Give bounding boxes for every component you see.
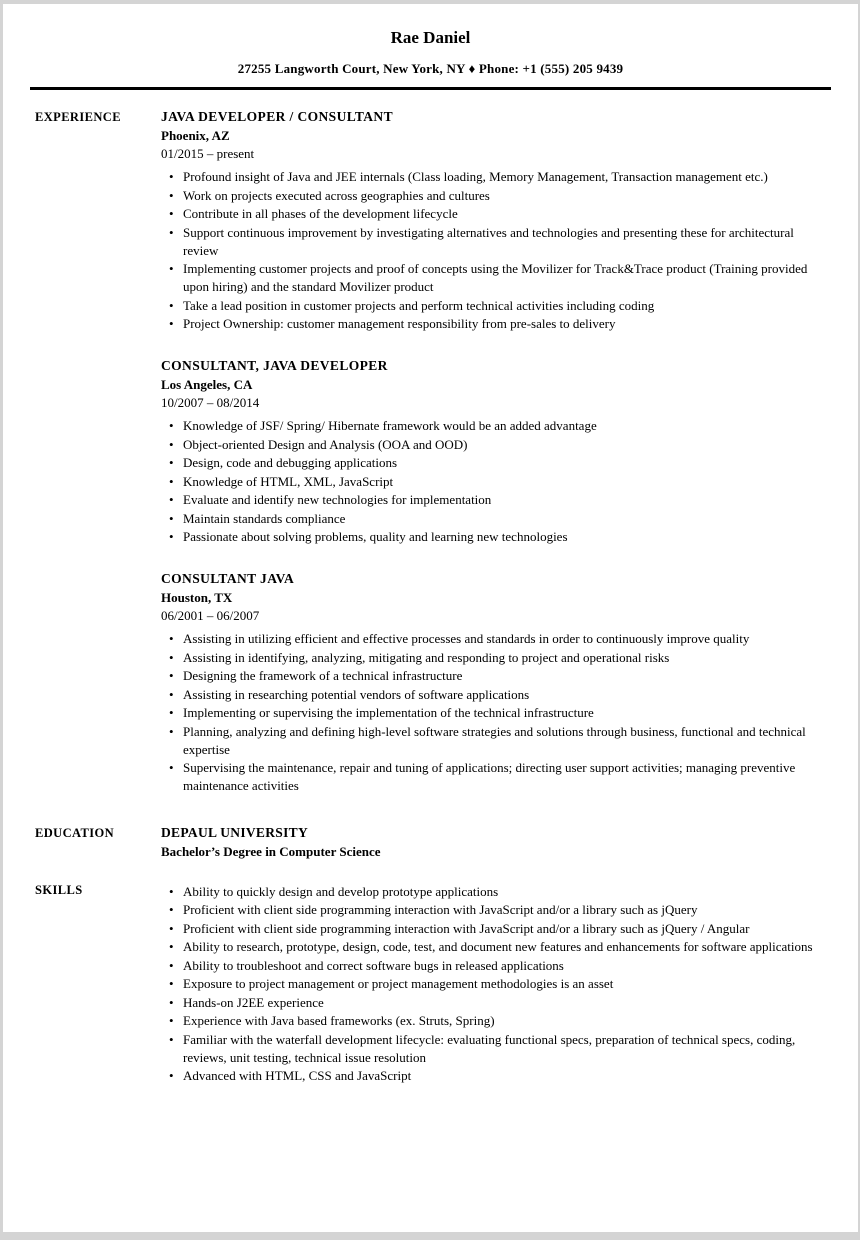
bullet-item: • Design, code and debugging applications [169, 454, 830, 472]
job-title: CONSULTANT, JAVA DEVELOPER [161, 358, 388, 373]
bullet-item: • Take a lead position in customer projects and perform technical activities including coding [169, 297, 830, 315]
bullet-item: • Ability to quickly design and develop prototype applications [169, 883, 830, 901]
bullet-item: • Experience with Java based frameworks (ex. Struts, Spring) [169, 1012, 830, 1030]
bullet-item: • Support continuous improvement by investigating alternatives and technologies and presenting these for architectural review [169, 224, 830, 260]
bullet-item: • Assisting in researching potential vendors of software applications [169, 686, 830, 704]
job-location: Phoenix, AZ [161, 128, 230, 143]
job-entry-3 [161, 570, 830, 795]
bullet-item: • Project Ownership: customer management responsibility from pre-sales to delivery [169, 315, 830, 333]
skills-section [35, 881, 830, 1086]
bullet-item: • Planning, analyzing and defining high-level software strategies and solutions through business, functional and technical expertise [169, 723, 830, 759]
education-section [35, 824, 830, 861]
bullet-item: • Assisting in utilizing efficient and effective processes and standards in order to continuously improve quality [169, 630, 830, 648]
bullet-item: • Object-oriented Design and Analysis (OOA and OOD) [169, 436, 830, 454]
bullet-item: • Contribute in all phases of the development lifecycle [169, 205, 830, 223]
job-location: Houston, TX [161, 590, 233, 605]
job-bullets [169, 630, 830, 795]
bullet-item: • Ability to troubleshoot and correct software bugs in released applications [169, 957, 830, 975]
bullet-item: • Passionate about solving problems, quality and learning new technologies [169, 528, 830, 546]
bullet-item: • Maintain standards compliance [169, 510, 830, 528]
education-school: DEPAUL UNIVERSITY [161, 824, 309, 840]
job-entry-1 [161, 108, 830, 333]
resume-body [3, 90, 858, 1086]
bullet-item: • Familiar with the waterfall development lifecycle: evaluating functional specs, preparation of technical specs, coding, reviews, unit testing, technical issue resolution [169, 1031, 830, 1067]
section-label-skills: SKILLS [35, 882, 83, 897]
resume-page [3, 4, 858, 1232]
contact-line: 27255 Langworth Court, New York, NY ♦ Phone: +1 (555) 205 9439 [237, 61, 624, 76]
experience-content [161, 108, 830, 796]
bullet-item: • Supervising the maintenance, repair and tuning of applications; directing user support activities; managing preventive maintenance activities [169, 759, 830, 795]
resume-header [3, 4, 858, 77]
education-content [161, 824, 830, 861]
bullet-item: • Proficient with client side programming interaction with JavaScript and/or a library such as jQuery [169, 901, 830, 919]
section-label-experience: EXPERIENCE [35, 110, 121, 124]
bullet-item: • Implementing customer projects and proof of concepts using the Movilizer for Track&Trace product (Training provided upon hiring) and the standard Movilizer product [169, 260, 830, 296]
bullet-item: • Implementing or supervising the implementation of the technical infrastructure [169, 704, 830, 722]
bullet-item: • Assisting in identifying, analyzing, mitigating and responding to project and operational risks [169, 649, 830, 667]
skills-content [161, 881, 830, 1086]
skills-bullets [169, 883, 830, 1086]
bullet-item: • Hands-on J2EE experience [169, 994, 830, 1012]
job-dates: 10/2007 – 08/2014 [161, 395, 260, 410]
bullet-item: • Advanced with HTML, CSS and JavaScript [169, 1067, 830, 1085]
bullet-item: • Knowledge of HTML, XML, JavaScript [169, 473, 830, 491]
job-bullets [169, 417, 830, 546]
bullet-item: • Work on projects executed across geographies and cultures [169, 187, 830, 205]
job-bullets [169, 168, 830, 333]
section-label-education: EDUCATION [35, 825, 115, 840]
job-dates: 06/2001 – 06/2007 [161, 608, 260, 623]
education-degree: Bachelor’s Degree in Computer Science [161, 843, 381, 859]
bullet-item: • Proficient with client side programming interaction with JavaScript and/or a library such as jQuery / Angular [169, 920, 830, 938]
job-location: Los Angeles, CA [161, 377, 253, 392]
person-name: Rae Daniel [390, 28, 471, 47]
job-title: CONSULTANT JAVA [161, 571, 295, 586]
experience-section [35, 108, 830, 796]
job-dates: 01/2015 – present [161, 146, 255, 161]
job-title: JAVA DEVELOPER / CONSULTANT [161, 109, 393, 124]
bullet-item: • Ability to research, prototype, design, code, test, and document new features and enhancements for software applications [169, 938, 830, 956]
bullet-item: • Profound insight of Java and JEE internals (Class loading, Memory Management, Transaction management etc.) [169, 168, 830, 186]
bullet-item: • Exposure to project management or project management methodologies is an asset [169, 975, 830, 993]
bullet-item: • Evaluate and identify new technologies for implementation [169, 491, 830, 509]
job-entry-2 [161, 357, 830, 546]
bullet-item: • Designing the framework of a technical infrastructure [169, 667, 830, 685]
bullet-item: • Knowledge of JSF/ Spring/ Hibernate framework would be an added advantage [169, 417, 830, 435]
